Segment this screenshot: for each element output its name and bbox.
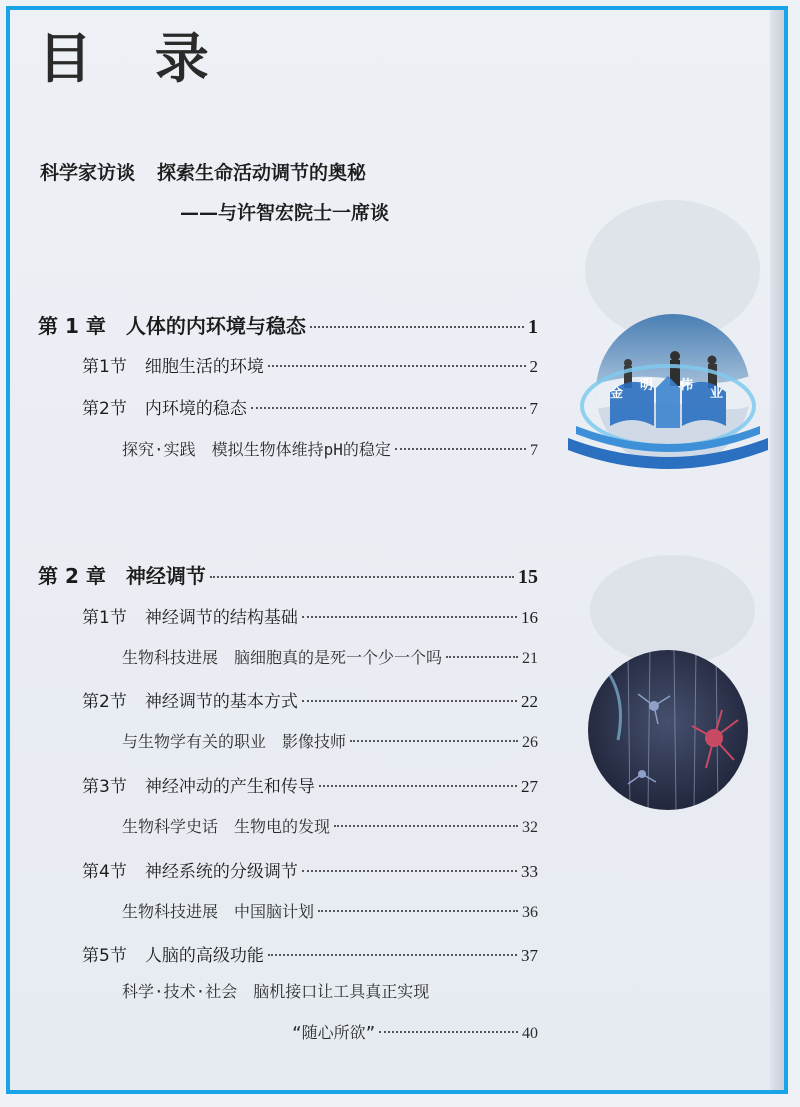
- section-title: 神经调节的结构基础: [144, 608, 298, 628]
- section-label: 第4节: [82, 862, 127, 882]
- page-number: 37: [521, 946, 538, 965]
- page-number: 7: [529, 399, 538, 418]
- section-label: 第3节: [82, 777, 127, 797]
- chapter-label: 第 2 章: [38, 564, 106, 588]
- chapter-label: 第 1 章: [38, 314, 106, 338]
- section-label: 第5节: [82, 946, 127, 966]
- page-number: 22: [521, 692, 538, 711]
- leader-dots: [210, 576, 514, 578]
- page-number: 26: [522, 734, 538, 751]
- section-label: 第2节: [82, 692, 127, 712]
- section-title: 神经冲动的产生和传导: [144, 777, 315, 797]
- page-number: 7: [530, 442, 538, 459]
- watermark-char: 业: [710, 386, 724, 401]
- page-number: 2: [529, 357, 538, 376]
- toc-section[interactable]: [82, 857, 538, 882]
- feature-title: 生物电的发现: [234, 817, 331, 836]
- leader-dots: [310, 326, 524, 328]
- leader-dots: [395, 448, 526, 450]
- chapter-2-neuron-image: [588, 650, 748, 810]
- section-label: 第1节: [82, 357, 127, 377]
- leader-dots: [302, 616, 517, 618]
- page-number: 16: [521, 608, 538, 627]
- page-number: 33: [521, 862, 538, 881]
- section-label: 第2节: [82, 399, 127, 419]
- toc-feature[interactable]: [122, 437, 538, 460]
- chapter-title: 人体的内环境与稳态: [125, 314, 306, 338]
- feature-title: 脑细胞真的是死一个少一个吗: [234, 648, 443, 667]
- page-title: 目 录: [38, 26, 231, 90]
- toc-feature-continued[interactable]: [292, 1020, 538, 1043]
- interview-heading[interactable]: [40, 158, 366, 185]
- leader-dots: [268, 954, 517, 956]
- feature-label: 生物科学史话: [122, 817, 219, 836]
- toc-chapter-1[interactable]: [38, 310, 538, 339]
- watermark-char: 明: [640, 378, 654, 393]
- page-number: 27: [521, 777, 538, 796]
- section-title: 细胞生活的环境: [144, 357, 264, 377]
- page-number: 1: [528, 316, 538, 338]
- leader-dots: [318, 910, 518, 912]
- toc-section[interactable]: [82, 352, 538, 377]
- watermark-char: 伟: [680, 378, 694, 393]
- toc-section[interactable]: [82, 603, 538, 628]
- toc-feature[interactable]: [122, 979, 538, 1002]
- toc-section[interactable]: [82, 941, 538, 966]
- toc-feature[interactable]: [122, 645, 538, 668]
- interview-title: 探索生命活动调节的奥秘: [157, 162, 367, 184]
- leader-dots: [379, 1031, 518, 1033]
- feature-title: 脑机接口让工具真正实现: [253, 982, 430, 1001]
- page-number: 36: [522, 904, 538, 921]
- feature-title: 中国脑计划: [234, 902, 315, 921]
- feature-label: 与生物学有关的职业: [122, 732, 267, 751]
- leader-dots: [319, 785, 517, 787]
- section-title: 神经调节的基本方式: [144, 692, 298, 712]
- feature-title: 模拟生物体维持pH的稳定: [211, 440, 391, 459]
- page-number: 21: [522, 650, 538, 667]
- toc-feature[interactable]: [122, 814, 538, 837]
- feature-label: 生物科技进展: [122, 902, 219, 921]
- feature-label: 科学·技术·社会: [122, 982, 238, 1001]
- page-number: 32: [522, 819, 538, 836]
- leader-dots: [302, 870, 517, 872]
- toc-section[interactable]: [82, 687, 538, 712]
- section-title: 内环境的稳态: [144, 399, 247, 419]
- feature-title-continued: “随心所欲”: [292, 1023, 376, 1042]
- interview-label: 科学家访谈: [40, 162, 136, 184]
- leader-dots: [350, 740, 518, 742]
- leader-dots: [302, 700, 517, 702]
- toc-chapter-2[interactable]: [38, 560, 538, 589]
- book-spine-shadow: [770, 10, 784, 1090]
- section-title: 神经系统的分级调节: [144, 862, 298, 882]
- watermark-char: 金: [610, 386, 624, 401]
- leader-dots: [268, 365, 526, 367]
- watermark-logo: [562, 354, 774, 484]
- chapter-title: 神经调节: [125, 564, 206, 588]
- toc-section[interactable]: [82, 394, 538, 419]
- page-number: 15: [518, 566, 538, 588]
- section-label: 第1节: [82, 608, 127, 628]
- page-number: 40: [522, 1025, 538, 1042]
- leader-dots: [446, 656, 518, 658]
- toc-section[interactable]: [82, 772, 538, 797]
- page: [6, 6, 788, 1094]
- toc-feature[interactable]: [122, 899, 538, 922]
- feature-label: 探究·实践: [122, 440, 196, 459]
- section-title: 人脑的高级功能: [144, 946, 264, 966]
- leader-dots: [251, 407, 526, 409]
- leader-dots: [334, 825, 518, 827]
- feature-label: 生物科技进展: [122, 648, 219, 667]
- toc-feature[interactable]: [122, 729, 538, 752]
- feature-title: 影像技师: [282, 732, 347, 751]
- interview-subtitle: ——与许智宏院士一席谈: [180, 202, 390, 224]
- faded-bg-circle: [590, 555, 755, 665]
